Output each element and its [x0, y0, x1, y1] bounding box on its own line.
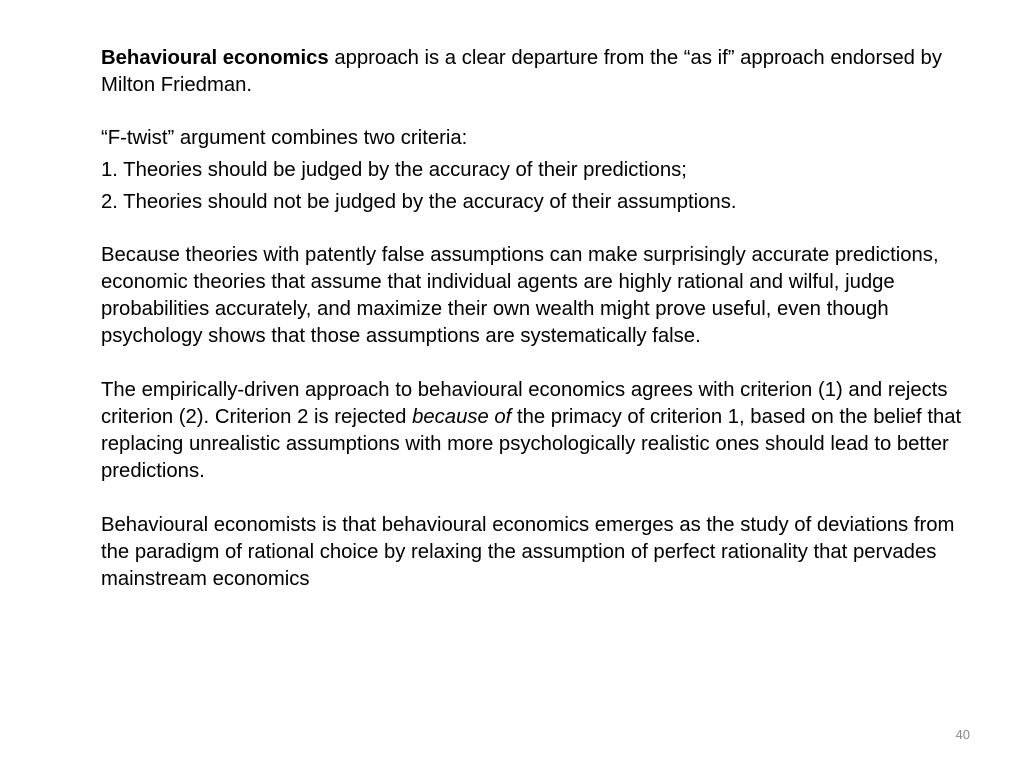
empirical-italic-phrase: because of — [412, 406, 512, 428]
because-paragraph: Because theories with patently false assumptions can make surprisingly accurate predictions, economic theories that assume that individual agents are highly rational and wilful, judge probabilities accurately, and maximize their own wealth might prove useful, even though psychology shows that those assumptions are systematically false. — [101, 244, 939, 347]
criterion-item-1: 1. Theories should be judged by the accuracy of their predictions; — [101, 159, 687, 181]
slide-body — [101, 45, 971, 593]
empirical-text-end: the primacy of criterion 1, based on the belief that replacing unrealistic assumptions with more psychologically realistic ones should lead to better predictions. — [101, 406, 962, 482]
intro-bold-term: Behavioural economics — [101, 47, 329, 69]
intro-paragraph — [101, 45, 971, 99]
empirical-text-start: The empirically-driven approach to behavioural economics agrees with criterion (1) and rejects criterion (2). Criterion 2 is rejected — [101, 379, 948, 428]
empirical-paragraph — [101, 377, 971, 485]
f-twist-lead: “F-twist” argument combines two criteria: — [101, 127, 468, 149]
intro-text: approach is a clear departure from the “as if” approach endorsed by Milton Friedman. — [101, 47, 942, 96]
criterion-item-2: 2. Theories should not be judged by the accuracy of their assumptions. — [101, 191, 737, 213]
final-paragraph: Behavioural economists is that behavioural economics emerges as the study of deviations from the paradigm of rational choice by relaxing the assumption of perfect rationality that pervades mainstream economics — [101, 514, 955, 590]
page-number: 40 — [955, 727, 970, 742]
